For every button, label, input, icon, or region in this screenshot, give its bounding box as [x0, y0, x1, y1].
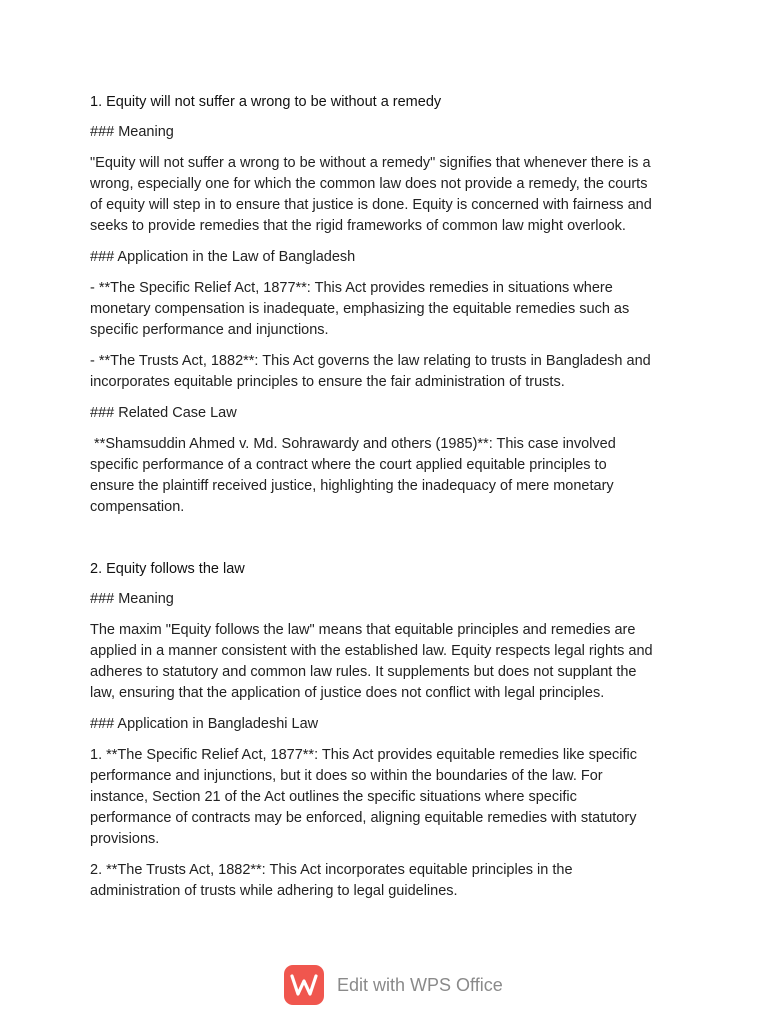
- text-line: 1. **The Specific Relief Act, 1877**: This Act provides equitable remedies like specific: [90, 747, 637, 763]
- text-line: adheres to statutory and common law rules. It supplements but does not supplant the: [90, 664, 637, 680]
- section2-meaning-paragraph: [90, 620, 690, 704]
- document-page: [90, 92, 690, 912]
- section1-bullet-specific-relief: [90, 278, 690, 341]
- section1-case-heading: ### Related Case Law: [90, 405, 237, 421]
- text-line: wrong, especially one for which the common law does not provide a remedy, the courts: [90, 176, 648, 192]
- text-line: monetary compensation is inadequate, emphasizing the equitable remedies such as: [90, 301, 630, 317]
- section1-case-paragraph: [90, 434, 690, 518]
- section1-meaning-paragraph: [90, 153, 690, 237]
- text-line: specific performance and injunctions.: [90, 322, 329, 338]
- text-line: - **The Trusts Act, 1882**: This Act governs the law relating to trusts in Bangladesh and: [90, 353, 651, 369]
- section1-bullet-trusts: [90, 351, 690, 393]
- text-line: law, ensuring that the application of justice does not conflict with legal principles.: [90, 685, 605, 701]
- section2-meaning-heading: ### Meaning: [90, 591, 174, 607]
- section2-application-heading: ### Application in Bangladeshi Law: [90, 716, 319, 732]
- wps-w-glyph-icon: [290, 973, 318, 997]
- text-line: performance of contracts may be enforced, aligning equitable remedies with statutory: [90, 810, 637, 826]
- text-line: - **The Specific Relief Act, 1877**: This Act provides remedies in situations where: [90, 280, 613, 296]
- text-line: ensure the plaintiff received justice, highlighting the inadequacy of mere monetary: [90, 478, 614, 494]
- text-line: applied in a manner consistent with the established law. Equity respects legal rights and: [90, 643, 653, 659]
- text-line: provisions.: [90, 831, 160, 847]
- text-line: **Shamsuddin Ahmed v. Md. Sohrawardy and others (1985)**: This case involved: [90, 436, 616, 452]
- section1-heading: 1. Equity will not suffer a wrong to be without a remedy: [90, 94, 442, 110]
- text-line: "Equity will not suffer a wrong to be without a remedy" signifies that whenever there is a: [90, 155, 651, 171]
- text-line: 2. **The Trusts Act, 1882**: This Act incorporates equitable principles in the: [90, 862, 573, 878]
- text-line: instance, Section 21 of the Act outlines the specific situations where specific: [90, 789, 577, 805]
- section1-meaning-heading: ### Meaning: [90, 124, 174, 140]
- wps-edit-label[interactable]: Edit with WPS Office: [337, 974, 503, 995]
- text-line: compensation.: [90, 499, 185, 515]
- text-line: administration of trusts while adhering to legal guidelines.: [90, 883, 458, 899]
- wps-edit-banner[interactable]: [284, 964, 503, 1006]
- section1-application-heading: ### Application in the Law of Bangladesh: [90, 249, 356, 265]
- text-line: of equity will step in to ensure that justice is done. Equity is concerned with fairness and: [90, 197, 652, 213]
- section-spacer: [90, 528, 690, 559]
- text-line: seeks to provide remedies that the rigid frameworks of common law might overlook.: [90, 218, 626, 234]
- text-line: specific performance of a contract where the court applied equitable principles to: [90, 457, 607, 473]
- section2-item-specific-relief: [90, 745, 690, 850]
- text-line: The maxim "Equity follows the law" means that equitable principles and remedies are: [90, 622, 636, 638]
- text-line: performance and injunctions, but it does so within the boundaries of the law. For: [90, 768, 603, 784]
- section2-item-trusts: [90, 860, 690, 902]
- text-line: incorporates equitable principles to ensure the fair administration of trusts.: [90, 374, 565, 390]
- section2-heading: 2. Equity follows the law: [90, 561, 245, 577]
- wps-logo-icon[interactable]: [284, 965, 324, 1005]
